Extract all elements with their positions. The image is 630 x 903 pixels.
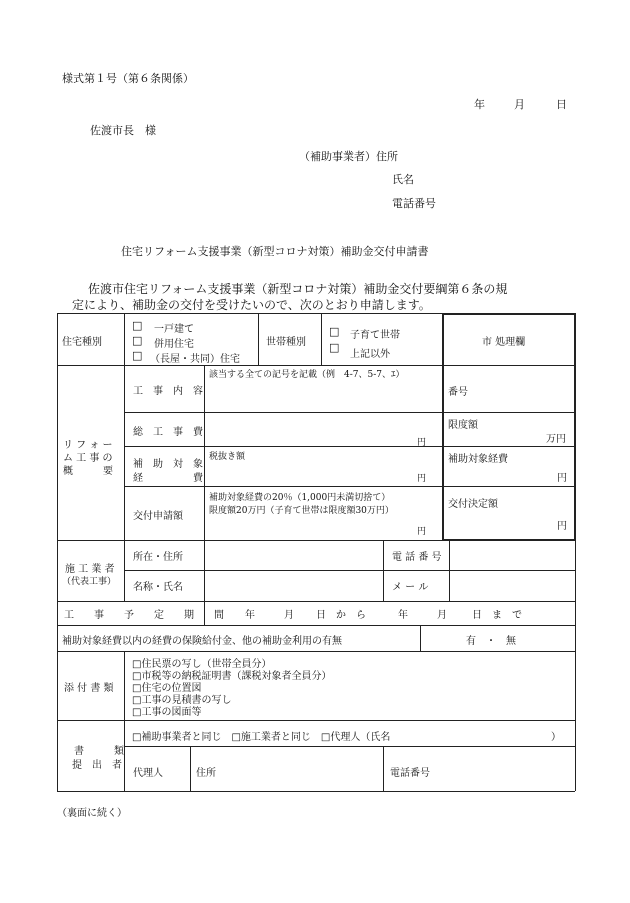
checkbox-detached[interactable]: □ [132,319,143,332]
agent-phone-label: 電話番号 [390,768,430,779]
date-year: 年 [474,98,485,111]
agent-address-label: 住所 [196,768,216,779]
option-detached: 一戸建て [154,324,194,335]
overview-label-3: 概 要 [63,466,113,477]
submitter-close-paren: ） [551,732,561,743]
office-target-cost-yen: 円 [557,473,567,484]
applicant-phone-label: 電話番号 [392,197,436,210]
office-decision-label: 交付決定額 [448,499,498,510]
attachment-item[interactable]: □住民票の写し（世帯全員分） [132,659,272,670]
overview-label-1: リ フ ォ ー [63,440,113,451]
contractor-name-label: 名称・氏名 [133,582,183,593]
checkbox-other-household[interactable]: □ [329,341,340,354]
target-cost-label-2: 経 費 [133,473,203,484]
target-cost-label-1: 補 助 対 象 [133,459,203,470]
attachments-label: 添 付 書 類 [64,683,114,694]
date-day: 日 [556,98,567,111]
work-content-note: 該当する全ての記号を記載（例 4-7、5-7、ｴ） [209,370,405,380]
continued-note: （裏面に続く） [57,808,127,819]
option-other-household: 上記以外 [350,349,390,360]
grant-note-2: 限度額20万円（子育て世帯は限度額30万円） [209,506,394,516]
option-multi-unit: （長屋・共同）住宅 [150,354,240,365]
intro-line-2: 定により、補助金の交付を受けたいので、次のとおり申請します。 [72,298,431,312]
target-cost-yen: 円 [417,474,427,484]
grant-note-1: 補助対象経費の20％（1,000円未満切捨て） [209,493,391,503]
total-cost-label: 総 工 事 費 [133,427,203,438]
intro-line-1: 佐渡市住宅リフォーム支援事業（新型コロナ対策）補助金交付要綱第６条の規 [88,282,508,296]
housing-type-label: 住宅種別 [62,337,102,348]
office-decision-yen: 円 [557,521,567,532]
submitter-label-1: 書 類 [74,746,124,757]
work-content-label: 工 事 内 容 [133,386,203,397]
checkbox-multi-unit[interactable]: □ [132,349,143,362]
attachment-item[interactable]: □市税等の納税証明書（課税対象者全員分） [132,671,332,682]
form-number: 様式第１号（第６条関係） [62,72,194,85]
insurance-label: 補助対象経費以内の経費の保険給付金、他の補助金利用の有無 [62,636,342,647]
office-number-label: 番号 [448,387,468,398]
addressee: 佐渡市長 様 [90,124,156,137]
household-type-label: 世帯種別 [266,337,306,348]
period-day-to: 日 ま で [472,610,522,621]
office-use-label: 市 処理欄 [482,337,526,348]
submitter-label-2: 提 出 者 [72,760,122,771]
contractor-label-1: 施 工 業 者 [65,564,115,575]
contractor-label-2: （代表工事） [62,577,117,587]
office-target-cost-label: 補助対象経費 [448,454,508,465]
period-year-to: 年 [398,610,408,621]
attachment-item[interactable]: □工事の見積書の写し [132,695,232,706]
checkbox-child-rearing[interactable]: □ [329,325,340,338]
overview-label-2: ム 工 事 の [63,453,113,464]
grant-request-label: 交付申請額 [133,511,183,522]
checkbox-mixed-use[interactable]: □ [132,334,143,347]
period-month-from: 月 [284,610,294,621]
grant-yen: 円 [417,527,427,537]
document-title: 住宅リフォーム支援事業（新型コロナ対策）補助金交付申請書 [121,245,429,258]
option-mixed-use: 併用住宅 [154,339,194,350]
target-cost-note: 税抜き額 [209,452,246,462]
period-year-from: 年 [245,610,255,621]
attachment-item[interactable]: □住宅の位置図 [132,683,202,694]
applicant-address-label: （補助事業者）住所 [299,150,398,163]
contractor-mail-label: メ ー ル [392,582,429,593]
option-child-rearing: 子育て世帯 [350,330,400,341]
period-day-from: 日 か ら [316,610,366,621]
insurance-value[interactable]: 有 ・ 無 [466,636,516,647]
office-limit-label: 限度額 [448,420,478,431]
attachment-item[interactable]: □工事の図面等 [132,707,202,718]
office-limit-unit: 万円 [546,434,566,445]
total-cost-yen: 円 [417,438,427,448]
agent-label: 代理人 [133,768,163,779]
contractor-address-label: 所在・住所 [133,552,183,563]
contractor-phone-label: 電 話 番 号 [392,552,442,563]
applicant-name-label: 氏名 [392,173,414,186]
period-label: 工 事 予 定 期 間 [64,610,224,621]
date-month: 月 [514,98,525,111]
period-month-to: 月 [437,610,447,621]
submitter-options[interactable]: □補助事業者と同じ □施工業者と同じ □代理人（氏名 [132,732,391,743]
